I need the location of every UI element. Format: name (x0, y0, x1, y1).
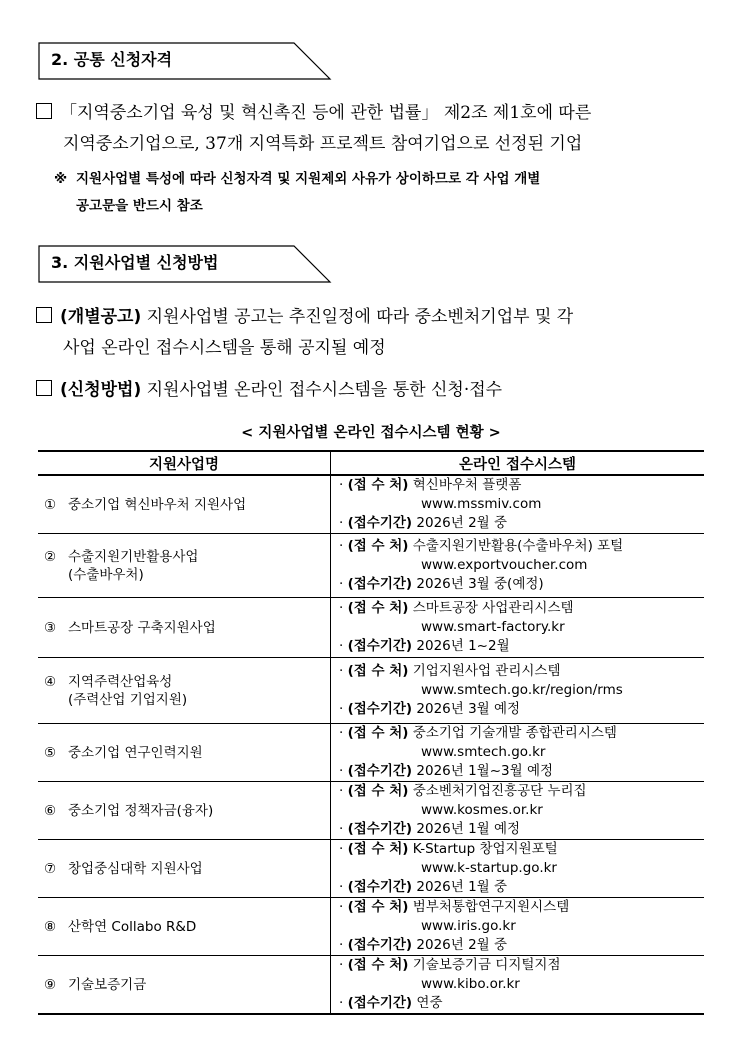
row-number: ③ (44, 619, 57, 636)
period-value: 2026년 3월 중(예정) (416, 576, 544, 592)
place-label: (접 수 처) (347, 725, 409, 741)
place-value: 기업지원사업 관리시스템 (412, 663, 561, 679)
period-value: 2026년 1월 중 (416, 879, 508, 895)
program-name: 스마트공장 구축지원사업 (68, 619, 216, 636)
period-value: 2026년 1월 예정 (416, 821, 521, 837)
eligibility-line-1: 「지역중소기업 육성 및 혁신촉진 등에 관한 법률」 제2조 제1호에 따른 (60, 103, 592, 123)
system-url: www.kibo.or.kr (421, 976, 520, 992)
period-line: · (접수기간) 연중 (339, 995, 443, 1011)
period-label: (접수기간) (347, 576, 413, 592)
place-label: (접 수 처) (347, 899, 409, 915)
eligibility-paragraph (36, 98, 716, 160)
period-label: (접수기간) (347, 763, 413, 779)
row-number: ⑥ (44, 802, 57, 819)
system-cell (331, 782, 705, 840)
period-line: · (접수기간) 2026년 1월 중 (339, 879, 508, 895)
note-line-2: 공고문을 반드시 참조 (76, 198, 203, 214)
system-cell (331, 898, 705, 956)
place-label: (접 수 처) (347, 663, 409, 679)
period-line: · (접수기간) 2026년 1~2월 (339, 638, 510, 654)
table-row (38, 658, 704, 724)
checkbox-square-icon (36, 103, 52, 119)
table-row (38, 956, 704, 1015)
period-value: 2026년 1월~3월 예정 (416, 763, 554, 779)
place-line: · (접 수 처) 중소기업 기술개발 종합관리시스템 (339, 725, 617, 741)
checkbox-square-icon (36, 307, 52, 323)
period-label: (접수기간) (347, 515, 413, 531)
place-label: (접 수 처) (347, 538, 409, 554)
program-name-sub: (주력산업 기업지원) (68, 691, 188, 708)
note-line-1: 지원사업별 특성에 따라 신청자격 및 지원제외 사유가 상이하므로 각 사업 개별 (76, 171, 541, 187)
table-header-row (38, 451, 704, 475)
place-label: (접 수 처) (347, 783, 409, 799)
place-value: 수출지원기반활용(수출바우처) 포털 (412, 538, 624, 554)
program-cell (38, 475, 331, 534)
program-cell (38, 782, 331, 840)
program-name: 기술보증기금 (68, 976, 147, 993)
place-label: (접 수 처) (347, 600, 409, 616)
item-label: (신청방법) (60, 380, 142, 400)
period-line: · (접수기간) 2026년 2월 중 (339, 515, 508, 531)
program-name: 지역주력산업육성 (68, 673, 173, 690)
section-title: 2. 공통 신청자격 (51, 50, 173, 69)
row-number: ⑤ (44, 744, 57, 761)
period-label: (접수기간) (347, 638, 413, 654)
system-cell (331, 956, 705, 1015)
system-cell (331, 658, 705, 724)
item-text: 지원사업별 온라인 접수시스템을 통한 신청·접수 (141, 380, 503, 400)
program-cell (38, 534, 331, 598)
place-line: · (접 수 처) 기업지원사업 관리시스템 (339, 663, 561, 679)
period-label: (접수기간) (347, 995, 413, 1011)
period-line: · (접수기간) 2026년 3월 예정 (339, 701, 521, 717)
place-value: 범부처통합연구지원시스템 (412, 899, 570, 915)
place-line: · (접 수 처) 범부처통합연구지원시스템 (339, 899, 570, 915)
system-url: www.kosmes.or.kr (421, 802, 543, 818)
place-value: 중소벤처기업진흥공단 누리집 (412, 783, 587, 799)
period-value: 2026년 3월 예정 (416, 701, 521, 717)
period-label: (접수기간) (347, 821, 413, 837)
system-url: www.smtech.go.kr/region/rms (421, 682, 623, 698)
program-name-sub: (수출바우처) (68, 566, 144, 583)
system-url: www.iris.go.kr (421, 918, 516, 934)
section-title: 3. 지원사업별 신청방법 (51, 253, 219, 272)
place-line: · (접 수 처) 중소벤처기업진흥공단 누리집 (339, 783, 587, 799)
period-label: (접수기간) (347, 879, 413, 895)
row-number: ④ (44, 673, 57, 690)
table-caption: < 지원사업별 온라인 접수시스템 현황 > (241, 425, 501, 441)
program-cell (38, 840, 331, 898)
system-cell (331, 840, 705, 898)
table-row (38, 598, 704, 658)
place-line: · (접 수 처) 혁신바우처 플랫폼 (339, 477, 522, 493)
program-name: 중소기업 연구인력지원 (68, 744, 203, 761)
place-line: · (접 수 처) 스마트공장 사업관리시스템 (339, 600, 574, 616)
table-row (38, 898, 704, 956)
method-item-notice (36, 302, 716, 364)
period-value: 2026년 2월 중 (416, 515, 508, 531)
place-line: · (접 수 처) 수출지원기반활용(수출바우처) 포털 (339, 538, 624, 554)
period-line: · (접수기간) 2026년 2월 중 (339, 937, 508, 953)
row-number: ⑨ (44, 976, 57, 993)
system-url: www.mssmiv.com (421, 496, 542, 512)
row-number: ⑧ (44, 918, 57, 935)
period-value: 2026년 1~2월 (416, 638, 510, 654)
item-line-1: 지원사업별 공고는 추진일정에 따라 중소벤처기업부 및 각 (141, 307, 574, 327)
place-value: 기술보증기금 디지털지점 (412, 957, 561, 973)
program-cell (38, 898, 331, 956)
system-url: www.k-startup.go.kr (421, 860, 557, 876)
table-row (38, 534, 704, 598)
program-name: 산학연 Collabo R&D (68, 918, 197, 935)
eligibility-line-2: 지역중소기업으로, 37개 지역특화 프로젝트 참여기업으로 선정된 기업 (63, 134, 583, 154)
checkbox-square-icon (36, 380, 52, 396)
place-value: 혁신바우처 플랫폼 (412, 477, 522, 493)
period-label: (접수기간) (347, 701, 413, 717)
system-cell (331, 534, 705, 598)
item-label: (개별공고) (60, 307, 142, 327)
table-row (38, 782, 704, 840)
program-name: 중소기업 혁신바우처 지원사업 (68, 496, 247, 513)
section-heading-eligibility (38, 42, 330, 78)
table-row (38, 724, 704, 782)
program-cell (38, 724, 331, 782)
table-row (38, 840, 704, 898)
eligibility-note (54, 166, 714, 220)
program-name: 창업중심대학 지원사업 (68, 860, 203, 877)
system-cell (331, 475, 705, 534)
program-cell (38, 598, 331, 658)
system-url: www.exportvoucher.com (421, 557, 588, 573)
program-cell (38, 956, 331, 1015)
method-item-apply (36, 375, 716, 406)
section-heading-method (38, 245, 330, 281)
place-label: (접 수 처) (347, 477, 409, 493)
header-system: 온라인 접수시스템 (331, 451, 705, 475)
online-system-table (38, 450, 704, 1015)
row-number: ① (44, 496, 57, 513)
table-row (38, 475, 704, 534)
row-number: ② (44, 548, 57, 565)
place-label: (접 수 처) (347, 957, 409, 973)
system-url: www.smtech.go.kr (421, 744, 546, 760)
place-line: · (접 수 처) K-Startup 창업지원포털 (339, 841, 558, 857)
item-line-2: 사업 온라인 접수시스템을 통해 공지될 예정 (63, 338, 386, 358)
program-name: 중소기업 정책자금(융자) (68, 802, 214, 819)
place-line: · (접 수 처) 기술보증기금 디지털지점 (339, 957, 561, 973)
period-line: · (접수기간) 2026년 3월 중(예정) (339, 576, 544, 592)
period-line: · (접수기간) 2026년 1월 예정 (339, 821, 521, 837)
system-url: www.smart-factory.kr (421, 619, 565, 635)
system-cell (331, 598, 705, 658)
period-label: (접수기간) (347, 937, 413, 953)
reference-mark: ※ (54, 171, 68, 187)
period-line: · (접수기간) 2026년 1월~3월 예정 (339, 763, 554, 779)
header-program: 지원사업명 (38, 451, 331, 475)
program-cell (38, 658, 331, 724)
period-value: 2026년 2월 중 (416, 937, 508, 953)
place-value: K-Startup 창업지원포털 (412, 841, 558, 857)
row-number: ⑦ (44, 860, 57, 877)
place-value: 스마트공장 사업관리시스템 (412, 600, 574, 616)
place-label: (접 수 처) (347, 841, 409, 857)
period-value: 연중 (416, 995, 443, 1011)
system-cell (331, 724, 705, 782)
place-value: 중소기업 기술개발 종합관리시스템 (412, 725, 617, 741)
program-name: 수출지원기반활용사업 (68, 548, 199, 565)
